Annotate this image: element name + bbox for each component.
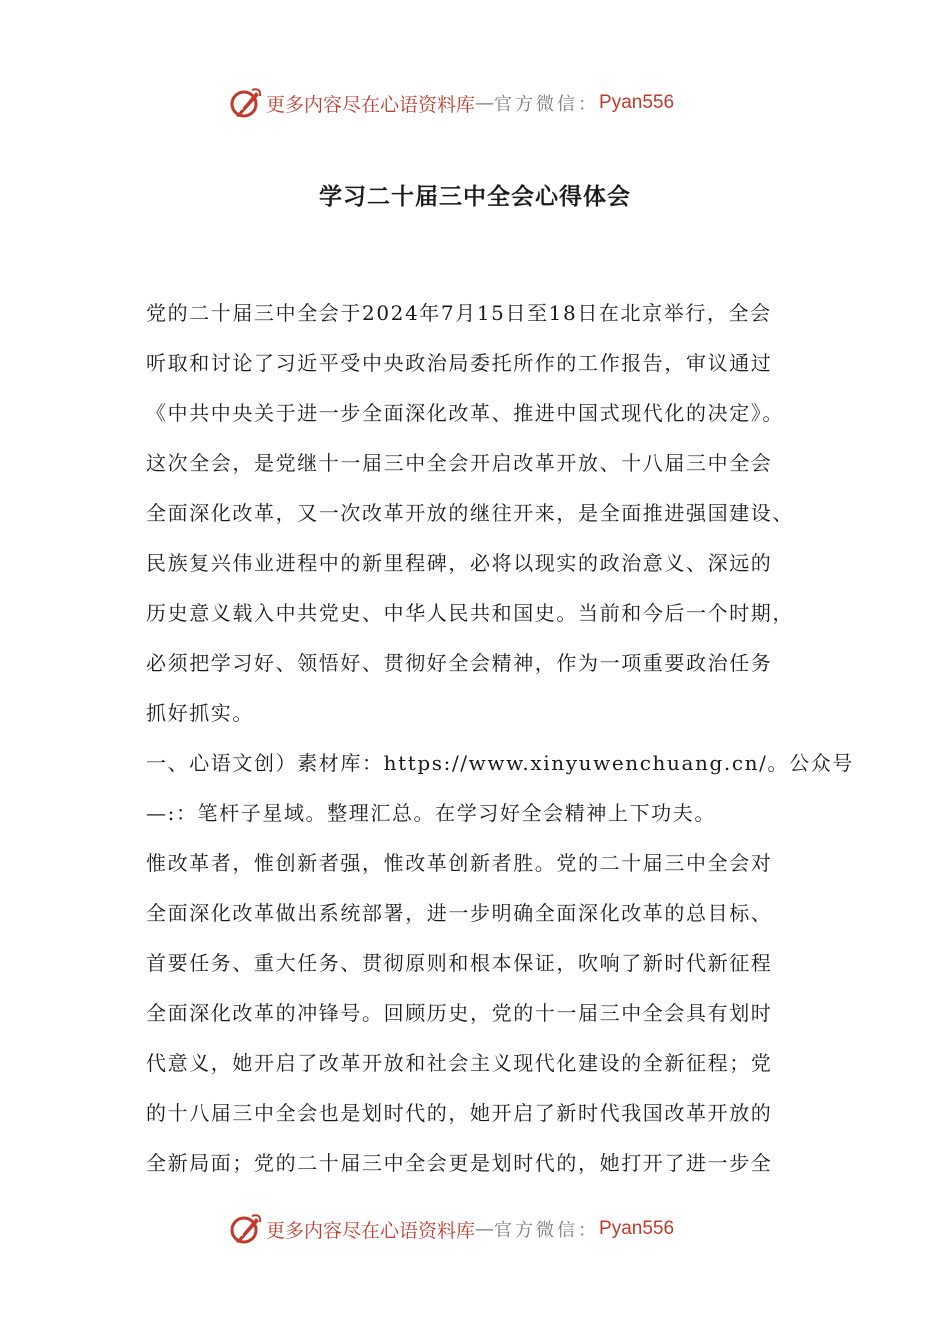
document-title: 学习二十届三中全会心得体会	[319, 184, 631, 210]
header-banner	[228, 83, 674, 123]
body-line: 听取和讨论了习近平受中央政治局委托所作的工作报告，审议通过	[146, 351, 773, 375]
body-line: 历史意义载入中共党史、中华人民共和国史。当前和今后一个时期，	[146, 601, 794, 625]
quill-logo-icon	[228, 1212, 262, 1246]
body-line: 《中共中央关于进一步全面深化改革、推进中国式现代化的决定》。	[146, 401, 784, 425]
body-line: —:：笔杆子星域。整理汇总。在学习好全会精神上下功夫。	[146, 801, 716, 825]
body-line: 全面深化改革的冲锋号。回顾历史，党的十一届三中全会具有划时	[146, 1001, 773, 1025]
quill-logo-icon	[228, 86, 262, 120]
body-line: 代意义，她开启了改革开放和社会主义现代化建设的全新征程；党	[146, 1051, 773, 1075]
body-line: 一、心语文创）素材库：https://www.xinyuwenchuang.cn/。公众号	[146, 751, 854, 775]
document-body	[146, 288, 854, 1188]
banner-wechat-id: Pyan556	[599, 92, 675, 113]
body-line: 的十八届三中全会也是划时代的，她开启了新时代我国改革开放的	[146, 1101, 773, 1125]
banner-wechat-id: Pyan556	[599, 1218, 675, 1239]
footer-banner	[228, 1209, 674, 1249]
body-line: 全面深化改革做出系统部署，进一步明确全面深化改革的总目标、	[146, 901, 773, 925]
banner-main-text: 更多内容尽在心语资料库	[266, 1219, 476, 1242]
banner-separator: —	[475, 1218, 495, 1240]
body-line: 民族复兴伟业进程中的新里程碑，必将以现实的政治意义、深远的	[146, 551, 773, 575]
banner-wechat-label: 官方微信：	[494, 1220, 600, 1241]
body-line: 党的二十届三中全会于2024年7月15日至18日在北京举行，全会	[146, 301, 772, 325]
body-line: 全新局面；党的二十届三中全会更是划时代的，她打开了进一步全	[146, 1151, 773, 1175]
body-line: 全面深化改革，又一次改革开放的继往开来，是全面推进强国建设、	[146, 501, 794, 525]
body-line: 抓好抓实。	[146, 701, 254, 725]
banner-main-text: 更多内容尽在心语资料库	[266, 93, 476, 116]
body-line: 必须把学习好、领悟好、贯彻好全会精神，作为一项重要政治任务	[146, 651, 773, 675]
body-line: 这次全会，是党继十一届三中全会开启改革开放、十八届三中全会	[146, 451, 773, 475]
banner-wechat-label: 官方微信：	[494, 94, 600, 115]
body-line: 惟改革者，惟创新者强，惟改革创新者胜。党的二十届三中全会对	[146, 851, 773, 875]
banner-separator: —	[475, 92, 495, 114]
body-line: 首要任务、重大任务、贯彻原则和根本保证，吹响了新时代新征程	[146, 951, 773, 975]
